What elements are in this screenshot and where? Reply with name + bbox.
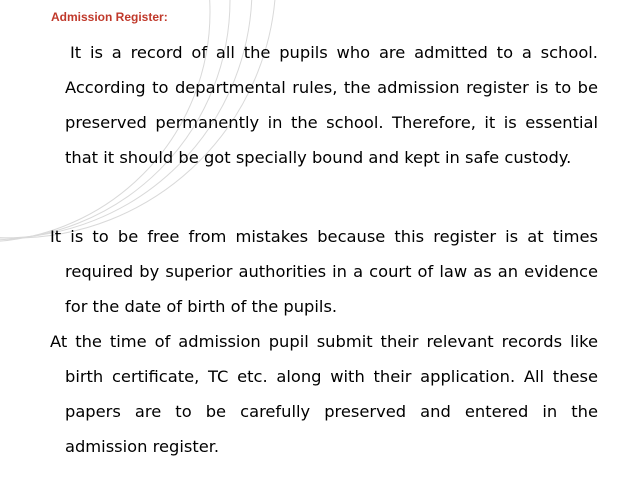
paragraph-free-from-mistakes: It is to be free from mistakes because this register is at times required by superior authorities in a court of law as an evidence for the date of birth of the pupils. (50, 227, 598, 316)
paragraph-admission-records: At the time of admission pupil submit their relevant records like birth certificate, TC etc. along with their application. All these papers are to be carefully preserved and entered in the admission register. (50, 332, 598, 456)
slide-title: Admission Register: (51, 10, 168, 24)
paragraph-record-definition: It is a record of all the pupils who are admitted to a school. According to departmental rules, the admission register is to be preserved permanently in the school. Therefore, it is essential that it should be got specially bound and kept in safe custody. (65, 43, 598, 167)
